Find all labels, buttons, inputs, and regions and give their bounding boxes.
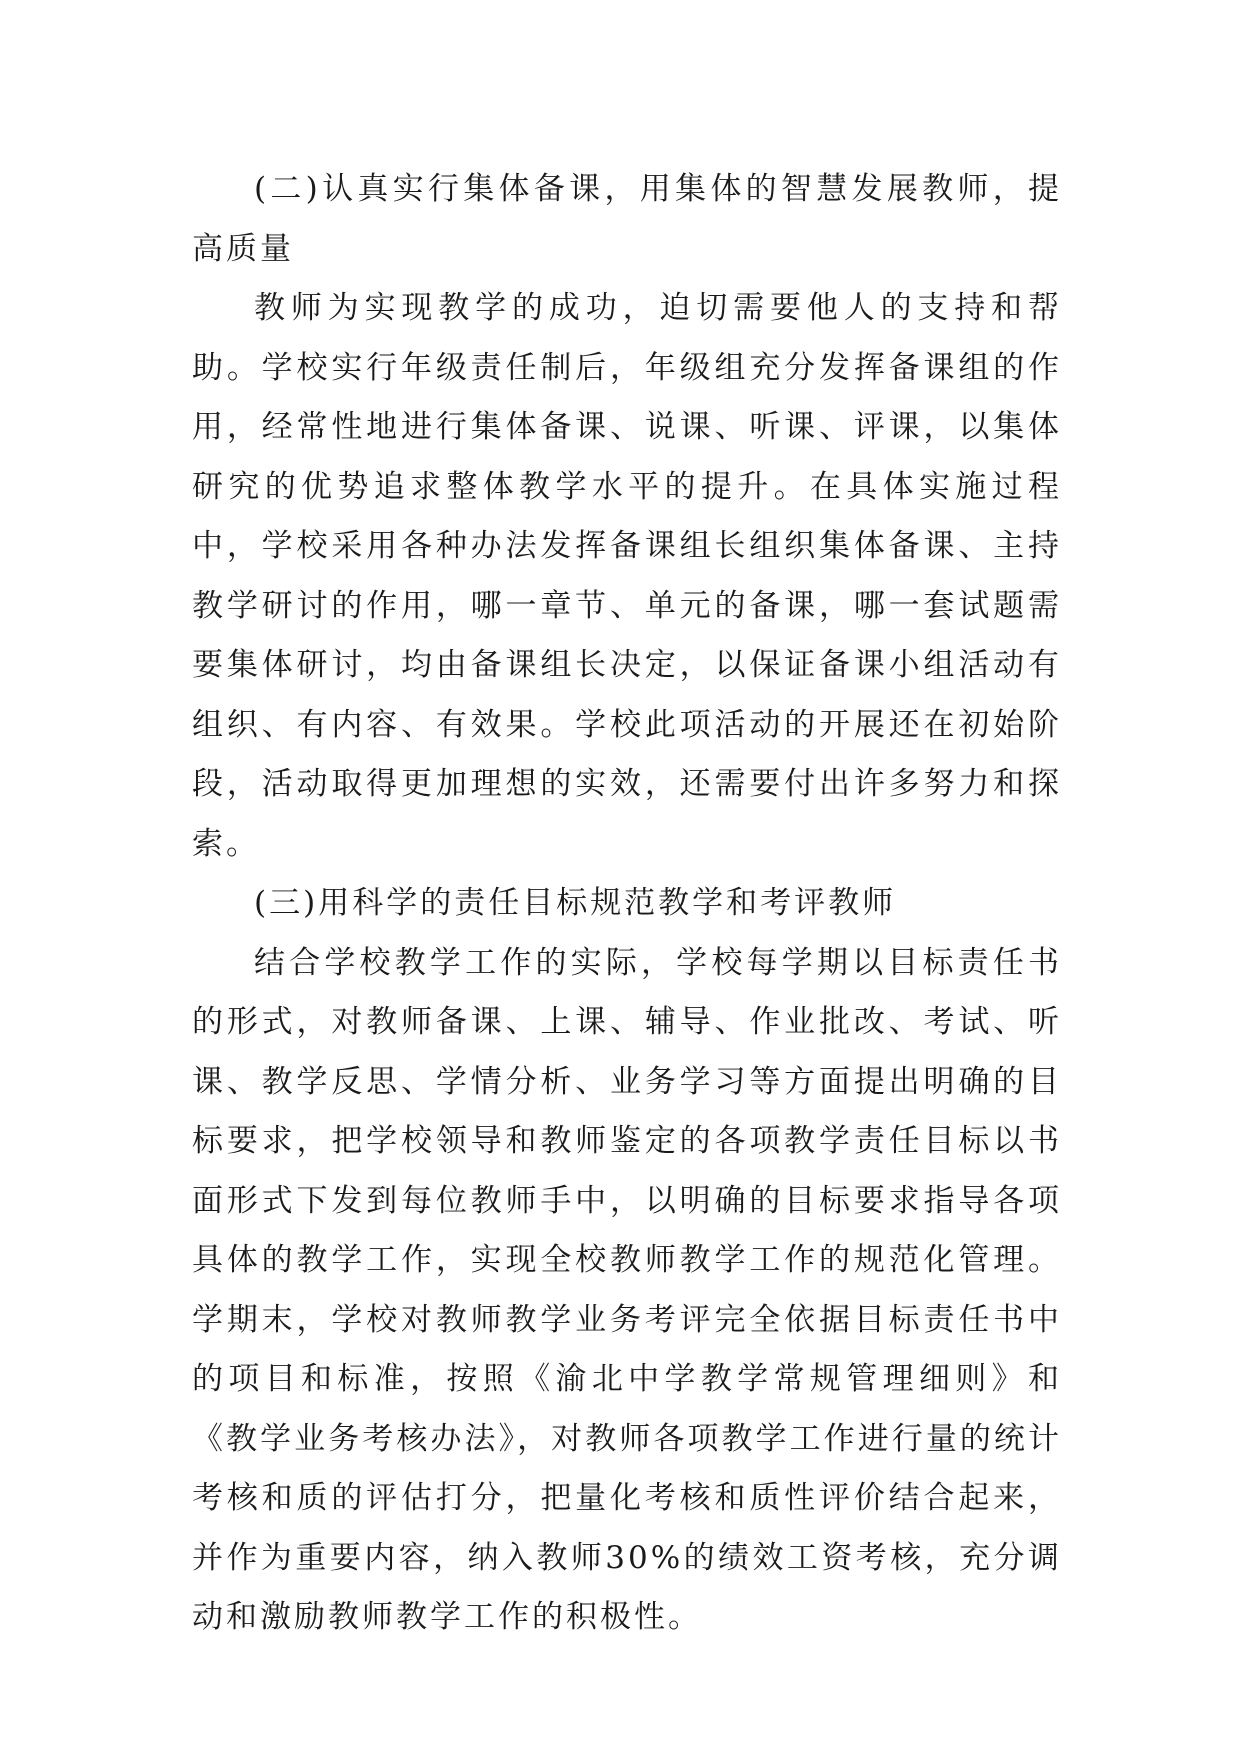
- body-paragraph-1: 教师为实现教学的成功，迫切需要他人的支持和帮助。学校实行年级责任制后，年级组充分发挥备课组的作用，经常性地进行集体备课、说课、听课、评课，以集体研究的优势追求整体教学水平的提升。在具体实施过程中，学校采用各种办法发挥备课组长组织集体备课、主持教学研讨的作用，哪一章节、单元的备课，哪一套试题需要集体研讨，均由备课组长决定，以保证备课小组活动有组织、有内容、有效果。学校此项活动的开展还在初始阶段，活动取得更加理想的实效，还需要付出许多努力和探索。: [192, 290, 1062, 862]
- section-heading-2: (二)认真实行集体备课，用集体的智慧发展教师，提高质量: [192, 171, 1062, 267]
- section-heading-3: (三)用科学的责任目标规范教学和考评教师: [254, 885, 897, 921]
- body-paragraph-2: 结合学校教学工作的实际，学校每学期以目标责任书的形式，对教师备课、上课、辅导、作业批改、考试、听课、教学反思、学情分析、业务学习等方面提出明确的目标要求，把学校领导和教师鉴定的各项教学责任目标以书面形式下发到每位教师手中，以明确的目标要求指导各项具体的教学工作，实现全校教师教学工作的规范化管理。学期末，学校对教师教学业务考评完全依据目标责任书中的项目和标准，按照《渝北中学教学常规管理细则》和《教学业务考核办法》，对教师各项教学工作进行量的统计考核和质的评估打分，把量化考核和质性评价结合起来，并作为重要内容，纳入教师30%的绩效工资考核，充分调动和激励教师教学工作的积极性。: [192, 944, 1062, 1635]
- document-body: [192, 160, 1062, 1648]
